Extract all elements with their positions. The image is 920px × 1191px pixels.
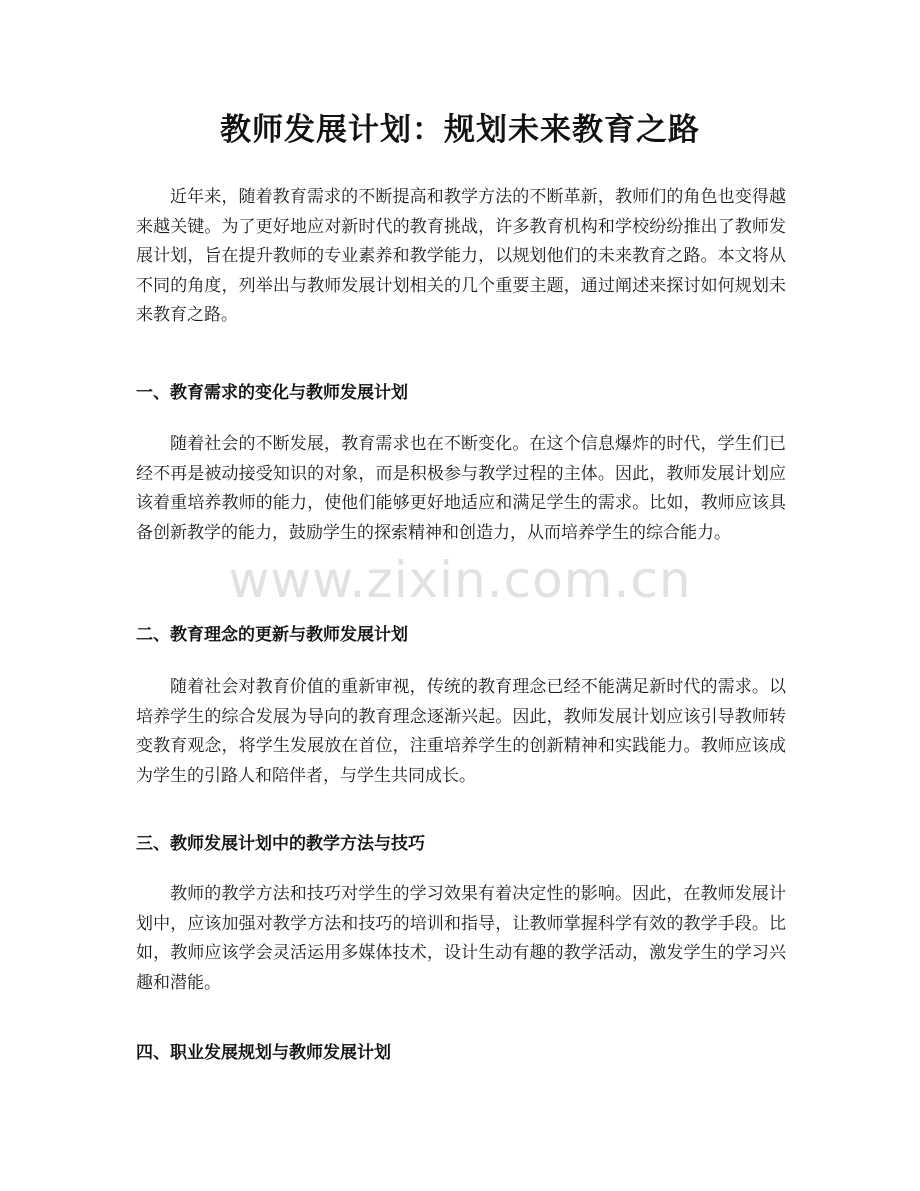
section-3-heading: 三、教师发展计划中的教学方法与技巧 xyxy=(136,834,425,854)
section-3-body: 教师的教学方法和技巧对学生的学习效果有着决定性的影响。因此，在教师发展计划中，应该加强对教学方法和技巧的培训和指导，让教师掌握科学有效的教学手段。比如，教师应该学会灵活运用多媒体技术，设计生动有趣的教学活动，激发学生的学习兴趣和潜能。 xyxy=(136,884,786,993)
intro-paragraph: 近年来，随着教育需求的不断提高和教学方法的不断革新，教师们的角色也变得越来越关键。为了更好地应对新时代的教育挑战，许多教育机构和学校纷纷推出了教师发展计划，旨在提升教师的专业素养和教学能力，以规划他们的未来教育之路。本文将从不同的角度，列举出与教师发展计划相关的几个重要主题，通过阐述来探讨如何规划未来教育之路。 xyxy=(136,187,786,325)
watermark: www.zixin.com.cn xyxy=(228,551,692,609)
document-title: 教师发展计划：规划未来教育之路 xyxy=(220,112,700,148)
section-1-body: 随着社会的不断发展，教育需求也在不断变化。在这个信息爆炸的时代，学生们已经不再是被动接受知识的对象，而是积极参与教学过程的主体。因此，教师发展计划应该着重培养教师的能力，使他们能够更好地适应和满足学生的需求。比如，教师应该具备创新教学的能力，鼓励学生的探索精神和创造力，从而培养学生的综合能力。 xyxy=(136,434,786,543)
section-1-heading: 一、教育需求的变化与教师发展计划 xyxy=(136,383,408,403)
section-2-body: 随着社会对教育价值的重新审视，传统的教育理念已经不能满足新时代的需求。以培养学生的综合发展为导向的教育理念逐渐兴起。因此，教师发展计划应该引导教师转变教育观念，将学生发展放在首位，注重培养学生的创新精神和实践能力。教师应该成为学生的引路人和陪伴者，与学生共同成长。 xyxy=(136,677,786,786)
section-2-heading: 二、教育理念的更新与教师发展计划 xyxy=(136,625,408,645)
section-4-heading: 四、职业发展规划与教师发展计划 xyxy=(136,1043,391,1063)
